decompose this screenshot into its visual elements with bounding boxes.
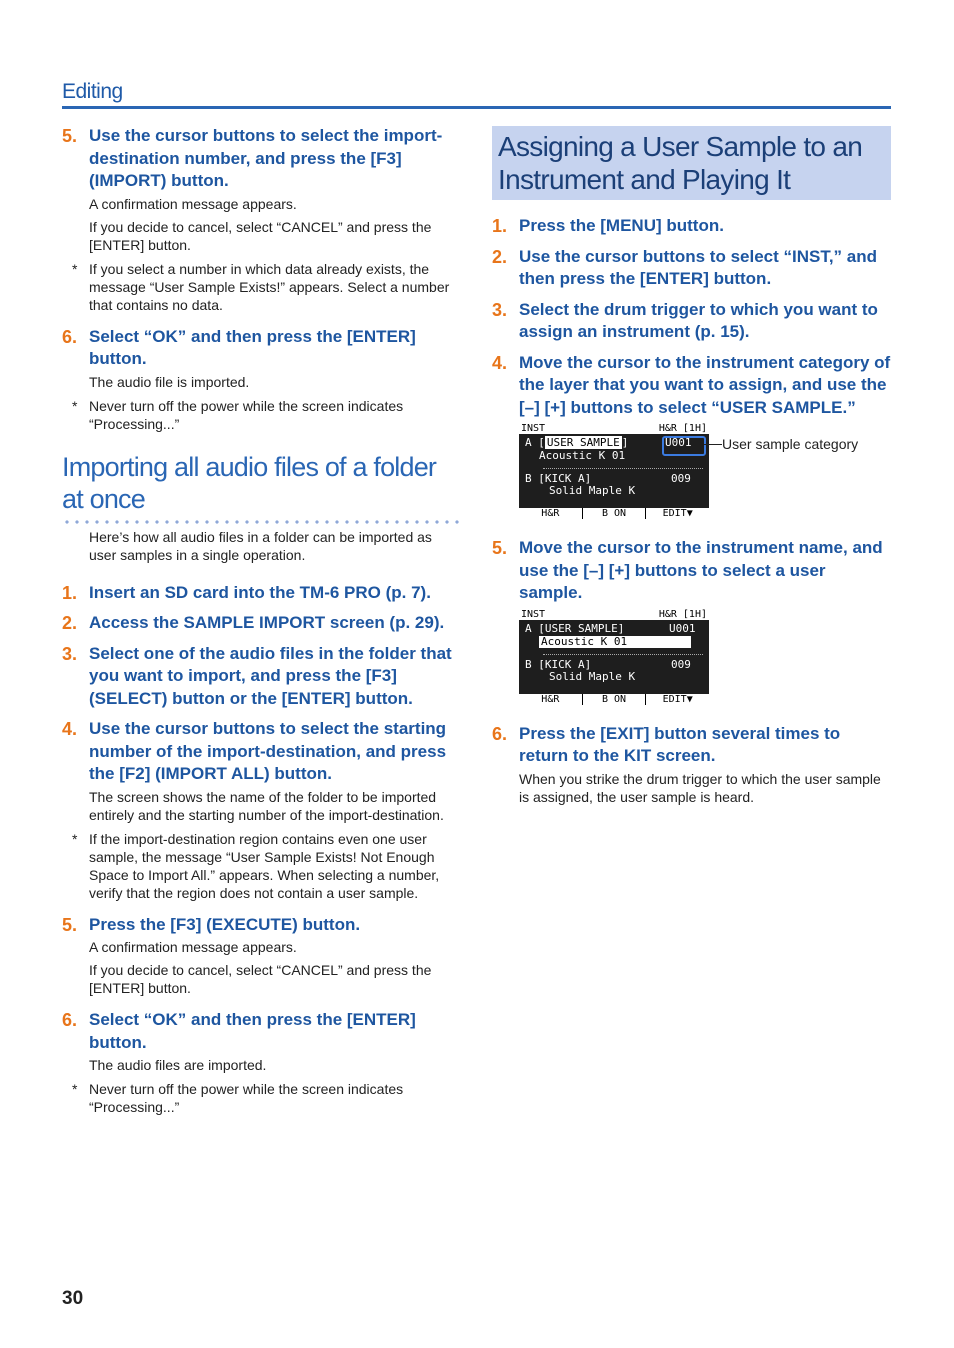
lcd-row-a: A [USER SAMPLE] bbox=[525, 621, 625, 635]
step-text: The screen shows the name of the folder to be imported entirely and the starting number of the import-destination. bbox=[89, 788, 444, 823]
step-5 bbox=[62, 125, 462, 314]
layer-a-label: A bbox=[525, 436, 532, 449]
step-title: Select one of the audio files in the folder that you want to import, and press the [F3] (SELECT) button or the [ENTER] button. bbox=[89, 643, 452, 708]
asterisk: * bbox=[72, 397, 78, 414]
dotted-divider bbox=[62, 519, 462, 525]
layer-a-category: USER SAMPLE bbox=[546, 436, 620, 449]
step-number: 5. bbox=[62, 126, 78, 146]
lcd-badge: H&R [1H] bbox=[658, 423, 707, 434]
lcd-row-b: B [KICK A] bbox=[525, 657, 592, 671]
step-number: 4. bbox=[62, 719, 78, 739]
asterisk: * bbox=[72, 830, 78, 847]
section-title-box: Assigning a User Sample to an Instrument and Playing It bbox=[492, 126, 891, 200]
lcd-figure-2 bbox=[519, 609, 891, 709]
header-section-title: Editing bbox=[62, 80, 123, 103]
step-number: 6. bbox=[492, 723, 508, 744]
left-column bbox=[62, 125, 462, 1116]
step-text: A confirmation message appears. bbox=[89, 939, 297, 955]
lcd-title: INST bbox=[521, 608, 546, 620]
step-title: Access the SAMPLE IMPORT screen (p. 29). bbox=[89, 613, 445, 632]
step-5 bbox=[492, 537, 891, 605]
step-6 bbox=[62, 326, 462, 433]
lcd-badge: H&R [1H] bbox=[658, 608, 707, 620]
layer-a-category: USER SAMPLE bbox=[544, 621, 618, 635]
step-4 bbox=[62, 718, 462, 902]
right-column bbox=[492, 126, 891, 806]
step-3 bbox=[492, 299, 891, 344]
step-title: Move the cursor to the instrument name, and use the [–] [+] buttons to select a user sample. bbox=[519, 538, 883, 602]
section-intro: Here’s how all audio files in a folder can be imported as user samples in a single operation. bbox=[89, 528, 432, 563]
layer-a-name-highlight: Acoustic K 01 bbox=[539, 636, 691, 648]
step-number: 3. bbox=[492, 299, 508, 320]
f2-label: B ON bbox=[583, 694, 647, 705]
lcd-figure-1 bbox=[519, 423, 891, 523]
step-title: Select the drum trigger to which you want to assign an instrument (p. 15). bbox=[519, 299, 878, 341]
layer-b-category: KICK A bbox=[544, 472, 585, 485]
lcd-row-a: A [ USER SAMPLE ] bbox=[525, 436, 629, 449]
page-header bbox=[62, 80, 891, 109]
step-number: 4. bbox=[492, 352, 508, 373]
step-text: The audio files are imported. bbox=[89, 1057, 267, 1073]
step-title: Insert an SD card into the TM-6 PRO (p. 7). bbox=[89, 582, 431, 602]
step-number: 1. bbox=[62, 582, 78, 603]
f3-label: EDIT▼ bbox=[662, 508, 693, 519]
lcd-name-b: Solid Maple K bbox=[549, 484, 636, 497]
step-number: 3. bbox=[62, 643, 78, 664]
step-title: Select “OK” and then press the [ENTER] button. bbox=[89, 1010, 416, 1052]
step-title: Move the cursor to the instrument category of the layer that you want to assign, and use the [–] [+] buttons to select “USER SAMPLE.” bbox=[519, 352, 891, 417]
f1-label: H&R bbox=[519, 508, 583, 519]
lcd-row-b: B [KICK A] bbox=[525, 472, 592, 485]
lcd-number-b: 009 bbox=[671, 472, 691, 485]
asterisk: * bbox=[72, 1081, 78, 1097]
callout-highlight bbox=[662, 436, 706, 456]
step-note bbox=[72, 830, 462, 902]
f2-label: B ON bbox=[583, 508, 647, 519]
step-1 bbox=[492, 215, 891, 238]
step-text: When you strike the drum trigger to which the user sample is assigned, the user sample is heard. bbox=[519, 770, 881, 805]
section-heading bbox=[62, 451, 462, 525]
lcd-number-a: U001 bbox=[669, 621, 696, 635]
layer-a-label: A bbox=[525, 621, 532, 635]
step-title: Use the cursor buttons to select the import-destination number, and press the [F3] (IMPORT) button. bbox=[89, 126, 443, 190]
callout-line bbox=[704, 444, 722, 445]
step-number: 1. bbox=[492, 216, 508, 236]
layer-b-label: B bbox=[525, 657, 532, 671]
step-text: A confirmation message appears. bbox=[89, 195, 297, 212]
f1-label: H&R bbox=[519, 694, 583, 705]
asterisk: * bbox=[72, 260, 78, 277]
step-title: Use the cursor buttons to select the starting number of the import-destination, and press the [F2] (IMPORT ALL) button. bbox=[89, 719, 447, 783]
lcd-screen bbox=[519, 609, 709, 705]
step-3 bbox=[62, 643, 462, 711]
lcd-function-bar bbox=[519, 508, 709, 519]
section-title: Importing all audio files of a folder at once bbox=[62, 451, 437, 514]
lcd-function-bar bbox=[519, 694, 709, 705]
callout-label: User sample category bbox=[722, 436, 859, 452]
step-1 bbox=[62, 582, 462, 605]
step-number: 6. bbox=[62, 1010, 78, 1030]
lcd-title-bar bbox=[519, 423, 709, 434]
step-4 bbox=[492, 352, 891, 420]
layer-b-label: B bbox=[525, 472, 532, 485]
note-text: If you select a number in which data already exists, the message “User Sample Exists!” appears. Select a number that contains no data. bbox=[89, 260, 450, 313]
lcd-name-b: Solid Maple K bbox=[549, 669, 636, 683]
lcd-name-a bbox=[539, 636, 691, 648]
step-note bbox=[72, 260, 462, 314]
step-title: Press the [EXIT] button several times to return to the KIT screen. bbox=[519, 723, 841, 765]
step-title: Select “OK” and then press the [ENTER] button. bbox=[89, 326, 416, 368]
lcd-name-a: Acoustic K 01 bbox=[539, 449, 626, 462]
lcd-number-a: U001 bbox=[665, 436, 692, 449]
step-2 bbox=[62, 612, 462, 635]
step-number: 2. bbox=[62, 613, 78, 633]
step-number: 6. bbox=[62, 326, 78, 347]
step-note bbox=[72, 1080, 462, 1116]
step-6b bbox=[62, 1009, 462, 1116]
step-number: 5. bbox=[492, 538, 508, 558]
f3-label: EDIT▼ bbox=[662, 693, 693, 705]
step-number: 2. bbox=[492, 246, 508, 267]
lcd-number-b: 009 bbox=[671, 657, 691, 671]
lcd-divider bbox=[543, 468, 703, 469]
step-6 bbox=[492, 723, 891, 806]
note-text: If the import-destination region contains even one user sample, the message “User Sample Exists! Not Enough Space to Import All.” appears. When selecting a number, verify that the region does not contain a user sample. bbox=[89, 830, 440, 901]
step-5b bbox=[62, 914, 462, 998]
step-2 bbox=[492, 246, 891, 291]
step-title: Press the [F3] (EXECUTE) button. bbox=[89, 914, 361, 934]
lcd-title-bar bbox=[519, 609, 709, 620]
lcd-divider bbox=[543, 654, 703, 655]
layer-b-category: KICK A bbox=[544, 657, 585, 671]
page-number: 30 bbox=[62, 1288, 84, 1309]
step-text: The audio file is imported. bbox=[89, 373, 250, 390]
step-note bbox=[72, 397, 462, 433]
step-text: If you decide to cancel, select “CANCEL” and press the [ENTER] button. bbox=[89, 218, 432, 253]
step-title: Use the cursor buttons to select “INST,” and then press the [ENTER] button. bbox=[519, 246, 878, 288]
note-text: Never turn off the power while the screen indicates “Processing...” bbox=[89, 397, 404, 432]
step-number: 5. bbox=[62, 914, 78, 935]
lcd-title: INST bbox=[521, 423, 546, 434]
step-title: Press the [MENU] button. bbox=[519, 216, 724, 235]
note-text: Never turn off the power while the screen indicates “Processing...” bbox=[89, 1081, 404, 1115]
step-text: If you decide to cancel, select “CANCEL” and press the [ENTER] button. bbox=[89, 962, 432, 996]
